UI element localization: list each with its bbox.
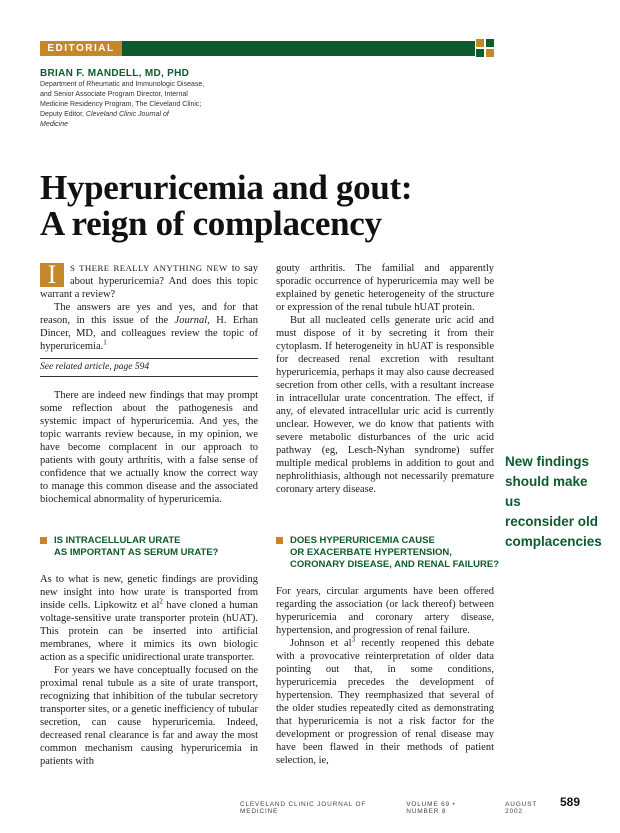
section-heading-hyperuricemia-hypertension: DOES HYPERURICEMIA CAUSE OR EXACERBATE HYPERTENSION, CORONARY DISEASE, AND RENAL FAILURE? (276, 535, 510, 571)
footer-journal: CLEVELAND CLINIC JOURNAL OF MEDICINE (240, 801, 367, 815)
column-left-section1 (40, 573, 258, 768)
cleveland-clinic-logo-icon (475, 38, 495, 58)
section-heading-intracellular-urate: IS INTRACELLULAR URATE AS IMPORTANT AS SERUM URATE? (40, 535, 272, 559)
drop-cap: I (40, 263, 64, 287)
section-label: EDITORIAL (40, 41, 122, 56)
body-paragraph: The answers are yes and yes, and for that reason, in this issue of the Journal, H. Erhan Dincer, MD, and colleagues review the topic of hyperuricemia.$^1$ (40, 302, 258, 352)
footer-volume: VOLUME 69 • NUMBER 8 (406, 801, 456, 815)
affiliation-line: Medicine (40, 121, 69, 128)
body-paragraph: gouty arthritis. The familial and apparently sporadic occurrence of hyperuricemia may well be explained by genetic heterogeneity of the structure or expression of the renal tubule hUAT protein. (276, 263, 494, 313)
author-block (40, 67, 250, 130)
affiliation-line: Medicine Residency Program, The Cleveland Clinic; (40, 101, 202, 108)
title-line-2: A reign of complacency (40, 204, 382, 243)
body-paragraph: Johnson et $al^3$ recently reopened this debate with a provocative reinterpretation of older data pointing out that, in some conditions, hyperuricemia precedes the development of hypertension. They reemphasized that several of the older studies repeatedly cited as demonstrating that hyperuricemia is not a risk factor for the development or progression of renal disease may have been flawed in their methods of patient selection, ie, (276, 635, 495, 766)
title-line-1: Hyperuricemia and gout: (40, 168, 413, 207)
footer-date: AUGUST 2002 (505, 801, 537, 815)
pull-quote: New findings should make us reconsider old complacencies (505, 454, 602, 549)
intro-paragraph: I S THERE REALLY ANYTHING NEW to say about hyperuricemia? And does this topic warrant a review? (40, 260, 258, 300)
column-left (40, 262, 258, 506)
body-paragraph: For years we have conceptually focused on the proximal renal tubule as a site of urate transport, recognizing that inhibition of the tubular secretory transporter sites, or a genetic inefficiency of tubular secretion, can cause hyperuricemia. Indeed, decreased renal clearance is far and away the most common mechanism causing hyperuricemia in patients with (40, 665, 258, 767)
article-title (40, 170, 580, 242)
see-related-article-link[interactable]: See related article, page 594 (40, 358, 258, 377)
square-bullet-icon (276, 537, 283, 544)
body-paragraph: As to what is new, genetic findings are providing new insight into how urate is transported from inside cells. Lipkowitz et $al^2$ have cloned a human voltage-sensitive urate transporter protein (hUAT). This protein can be inserted into artificial membranes, where it mimics its own biologic action as a specific unidirectional urate transporter. (40, 574, 258, 663)
author-name: BRIAN F. MANDELL, MD, PHD (40, 68, 190, 79)
affiliation-line: and Senior Associate Program Director, Internal (40, 91, 188, 98)
page-number: 589 (559, 795, 580, 809)
page-footer (240, 795, 580, 815)
body-paragraph: For years, circular arguments have been offered regarding the association (or lack thereof) between hyperuricemia and coronary artery disease, hypertension, and progression of renal failure. (276, 586, 494, 636)
column-right (276, 262, 494, 496)
affiliation-line: Deputy Editor, Cleveland Clinic Journal of (40, 111, 169, 118)
body-paragraph: There are indeed new findings that may prompt some reflection about the pathogenesis and systemic impact of hyperuricemia. And yes, the topic warrants review because, in my opinion, we have become complacent in our approach to patients with gouty arthritis, with a false sense of confidence that we actually know the correct way to manage this common disease and the associated biochemical abnormality of hyperuricemia. (40, 390, 258, 505)
square-bullet-icon (40, 537, 47, 544)
body-paragraph: But all nucleated cells generate uric acid and must dispose of it by secreting it from their cytoplasm. If heterogeneity in hUAT is responsible for decreased renal excretion with resultant hyperuricemia, perhaps it may also cause decreased secretion from other cells, with a resultant increase in intracellular urate concentration. The effect, if any, of elevated intracellular uric acid is currently unclear. However, we do know that patients with severe metabolic disturbances of the uric acid pathway (eg, Lesch-Nyhan syndrome) suffer multiple medical problems in addition to gout and nephrolithiasis, although not necessarily premature coronary artery disease. (276, 315, 494, 495)
affiliation-line: Department of Rheumatic and Immunologic Disease, (40, 81, 205, 88)
column-right-section2 (276, 585, 494, 767)
